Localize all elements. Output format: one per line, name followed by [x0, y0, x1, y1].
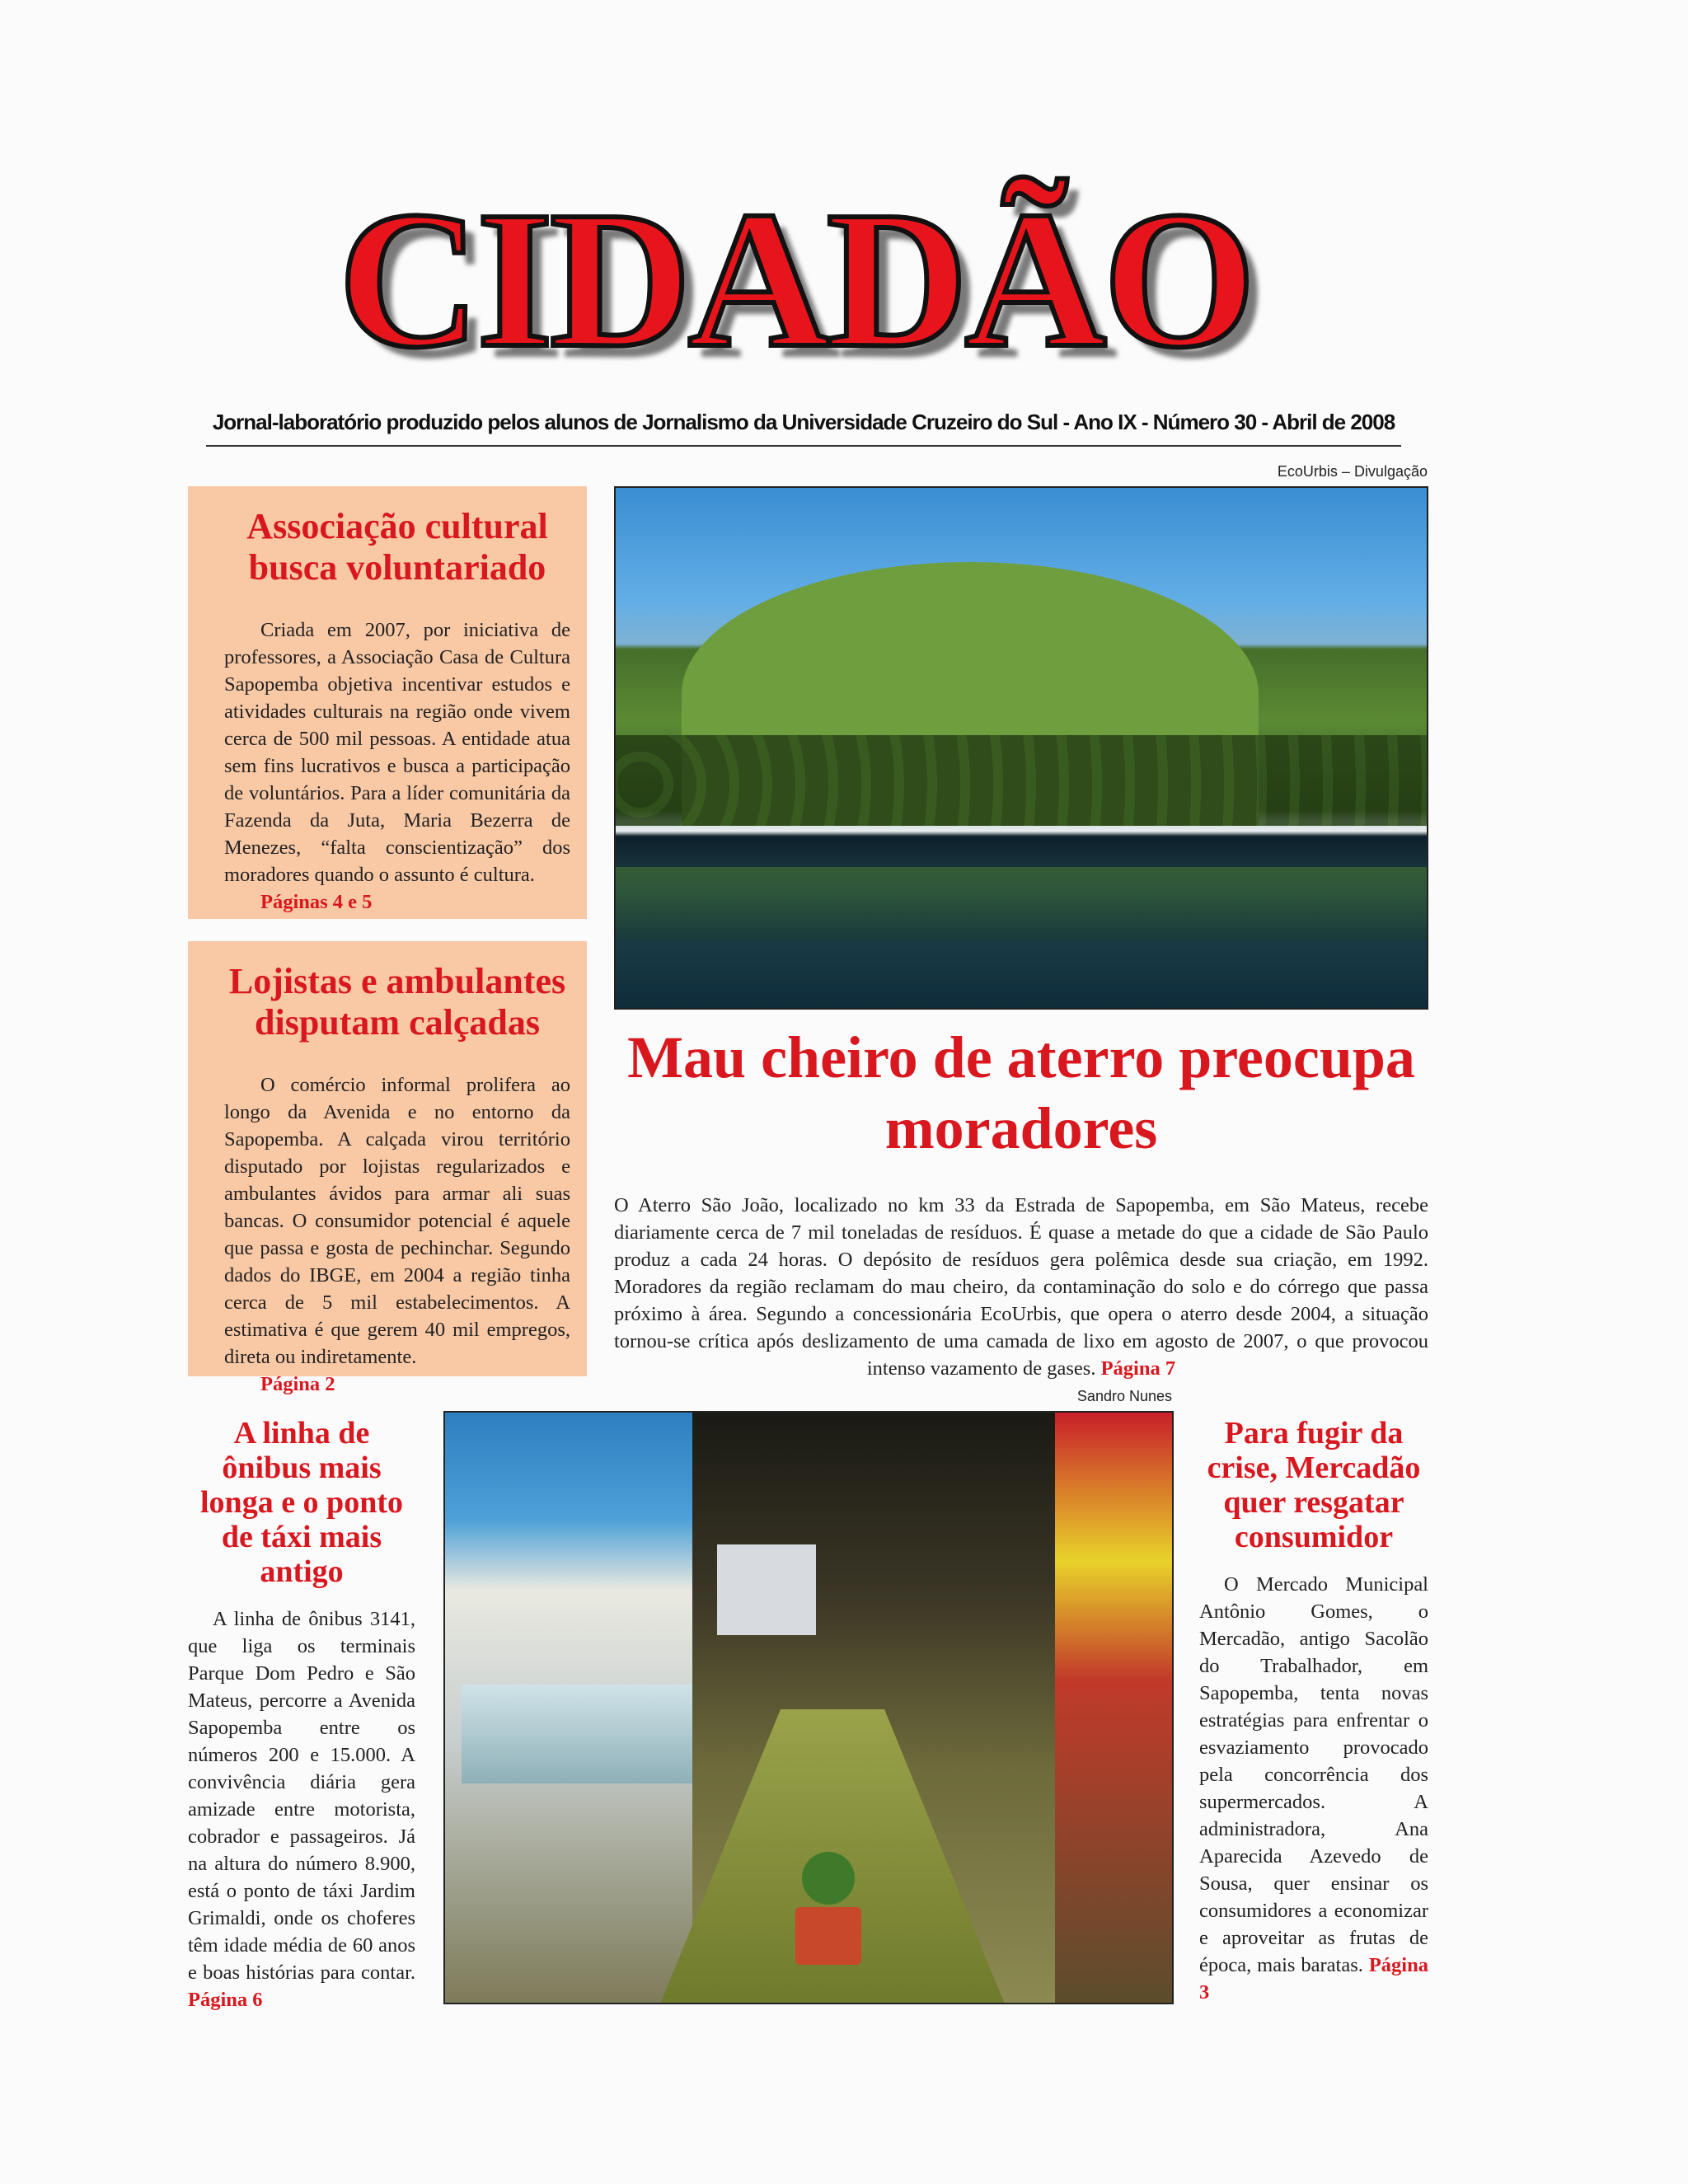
- photo1-pond-reflection: [616, 867, 1428, 941]
- photo2-plant-pot: [795, 1907, 861, 1965]
- photo2-corridor-exit: [717, 1544, 816, 1635]
- sidebar1-headline: Associação cultural busca voluntariado: [246, 506, 548, 588]
- column-left-body: A linha de ônibus 3141, que liga os terminais Parque Dom Pedro e São Mateus, percorre a Avenida Sapopemba entre os números 200 e 15.000. A convivência diária gera amizade entre motorista, cobrador e passageiros. Já na altura do número 8.900, está o ponto de táxi Jardim Grimaldi, onde os choferes têm idade média de 60 anos e boas histórias para contar.: [188, 1608, 415, 1984]
- photo2-right-shop: [1055, 1413, 1174, 2004]
- photo2-plant: [775, 1841, 882, 1915]
- main-story-body: [614, 1192, 1428, 1382]
- column-left-headline: A linha de ônibus mais longa e o ponto de táxi mais antigo: [200, 1416, 403, 1589]
- masthead-rule: [206, 445, 1401, 447]
- column-right-headline: Para fugir da crise, Mercadão quer resgatar consumidor: [1207, 1416, 1421, 1554]
- column-bus-line: [188, 1416, 415, 2013]
- column-market: [1199, 1416, 1428, 2006]
- column-right-page-ref[interactable]: Página 3: [1199, 1954, 1428, 2004]
- masthead-subtitle: Jornal-laboratório produzido pelos alunos de Jornalismo da Universidade Cruzeiro do Sul - Ano IX - Número 30 - Abril de 2008: [212, 410, 1395, 434]
- main-headline: Mau cheiro de aterro preocupa moradores: [627, 1024, 1415, 1161]
- sidebar-sidewalk-dispute: [188, 941, 587, 1395]
- sidebar1-body: Criada em 2007, por iniciativa de professores, a Associação Casa de Cultura Sapopemba objetiva incentivar estudos e atividades culturais na região onde vivem cerca de 500 mil pessoas. A entidade atua sem fins lucrativos e busca a participação de voluntários. Para a líder comunitária da Fazenda da Juta, Maria Bezerra de Menezes, “falta conscientização” dos moradores quando o assunto é cultura.: [224, 619, 570, 886]
- sidebar1-page-ref[interactable]: Páginas 4 e 5: [260, 891, 373, 913]
- landfill-pond-photo: [614, 486, 1428, 1010]
- photo2-credit: Sandro Nunes: [1076, 1388, 1172, 1404]
- photo1-treeline: [616, 735, 1428, 826]
- market-interior-photo: [443, 1411, 1174, 2004]
- main-story-page-ref[interactable]: Página 7: [1100, 1357, 1176, 1380]
- column-left-page-ref[interactable]: Página 6: [188, 1989, 263, 2011]
- masthead-title: CIDADÃO: [338, 171, 1253, 388]
- sidebar2-page-ref[interactable]: Página 2: [260, 1373, 335, 1395]
- column-right-body: O Mercado Municipal Antônio Gomes, o Mercadão, antigo Sacolão do Trabalhador, em Sapopemba, tenta novas estratégias para enfrentar o esvaziamento provocado pela concorrência dos supermercados. A administradora, Ana Aparecida Azevedo de Sousa, quer ensinar os consumidores a economizar e aproveitar as frutas de época, mais baratas.: [1199, 1573, 1428, 1976]
- photo1-credit: EcoUrbis – Divulgação: [1277, 463, 1428, 480]
- sidebar2-headline: Lojistas e ambulantes disputam calçadas: [228, 961, 566, 1043]
- photo2-display-counter: [462, 1685, 692, 1783]
- sidebar2-body: O comércio informal prolifera ao longo da Avenida e no entorno da Sapopemba. A calçada virou território disputado por lojistas regularizados e ambulantes ávidos para armar ali suas bancas. O consumidor potencial é aquele que passa e gosta de pechinchar. Segundo dados do IBGE, em 2004 a região tinha cerca de 5 mil estabelecimentos. A estimativa é que gerem 40 mil empregos, direta ou indiretamente.: [224, 1074, 570, 1368]
- sidebar-cultural-association: [188, 486, 587, 919]
- main-story-text: O Aterro São João, localizado no km 33 da Estrada de Sapopemba, em São Mateus, recebe diariamente cerca de 7 mil toneladas de resíduos. É quase a metade do que a cidade de São Paulo produz a cada 24 horas. O depósito de resíduos gera polêmica desde sua criação, em 1992. Moradores da região reclamam do mau cheiro, da contaminação do solo e do córrego que passa próximo à área. Segundo a concessionária EcoUrbis, que opera o aterro desde 2004, a situação tornou-se crítica após deslizamento de uma camada de lixo em agosto de 2007, o que provocou intenso vazamento de gases.: [614, 1194, 1428, 1380]
